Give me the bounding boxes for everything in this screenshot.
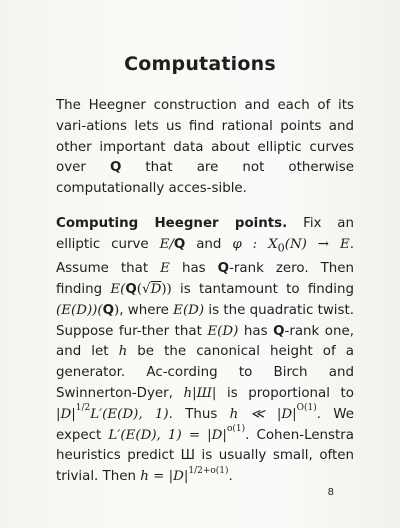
section-text-7: , where (119, 302, 174, 318)
intro-rationals-symbol: Q (109, 160, 122, 176)
math-q-4: Q (102, 302, 115, 318)
section-text-13: . Thus (168, 406, 230, 422)
math-q-2: Q (217, 261, 230, 277)
math-ed-1: E(D) (173, 302, 205, 318)
math-h-bound: h ≪ |D| (229, 406, 297, 422)
math-h-sha: h|Ш| (183, 386, 217, 402)
math-l-prime-1: L′(E(D), 1) (90, 406, 169, 422)
section-text-16: . (228, 469, 233, 485)
section-text-3: . Assume that (56, 236, 354, 277)
math-h-final: h = |D| (140, 469, 189, 485)
math-h-1: h (118, 344, 128, 360)
math-ed-open: (E(D))( (56, 302, 103, 318)
math-abs-d-1: |D| (56, 406, 76, 422)
page-number: 8 (327, 487, 334, 498)
section-text-14: . We expect (56, 406, 354, 443)
math-sqrt: (√ (136, 282, 151, 298)
math-ed-2: E(D) (207, 323, 239, 339)
math-exp-final: 1/2+o(1) (188, 465, 229, 476)
math-e-open: E( (110, 282, 126, 298)
math-sqrt-d: D (150, 282, 162, 298)
math-exp-half: 1/2 (75, 403, 91, 414)
section-heading: Computing Heegner points. (56, 216, 288, 231)
section-text-6: is tantamount to finding (171, 282, 354, 298)
math-close: )) (161, 282, 172, 298)
intro-paragraph (56, 96, 354, 200)
section-text-9: has (238, 323, 274, 339)
math-phi-target: (N) → E (284, 236, 350, 252)
section-text-12: is proportional to (216, 386, 354, 402)
math-q-3: Q (125, 282, 137, 298)
math-curve-e: E/ (159, 236, 174, 252)
math-e-1: E (160, 261, 170, 277)
math-l-prime-2: L′(E(D), 1) = |D| (108, 427, 227, 443)
math-phi-map: φ : X (232, 236, 278, 252)
section-text-11: be the canonical height of a generator. Ac-cording to Birch and Swinnerton-Dyer, (56, 344, 355, 402)
section-text-5: -rank zero. Then finding (56, 261, 354, 298)
section-text-2: and (185, 236, 233, 252)
section-text-8: is the quadratic twist. Suppose fur-ther that (56, 302, 354, 339)
intro-text-1: The Heegner construction and each of its vari-ations lets us find rational points and other important data about elliptic curves over (56, 98, 354, 176)
section-text-10: -rank one, and let (56, 323, 354, 360)
math-exp-little-o: o(1) (226, 424, 246, 435)
section-text-4: has (169, 261, 218, 277)
page-title: Computations (124, 53, 276, 75)
intro-text-2: that are not otherwise computationally acces-sible. (56, 160, 354, 197)
math-subscript-zero: 0 (277, 241, 285, 255)
math-exp-big-o: O(1) (296, 403, 317, 414)
section-text-1: Fix an elliptic curve (56, 216, 354, 252)
section-paragraph (56, 214, 354, 488)
math-q-1: Q (173, 236, 186, 252)
math-ed-close: ) (114, 302, 120, 318)
math-q-5: Q (273, 323, 285, 339)
section-text-15: . Cohen-Lenstra heuristics predict Ш is usually small, often trivial. Then (56, 427, 354, 485)
